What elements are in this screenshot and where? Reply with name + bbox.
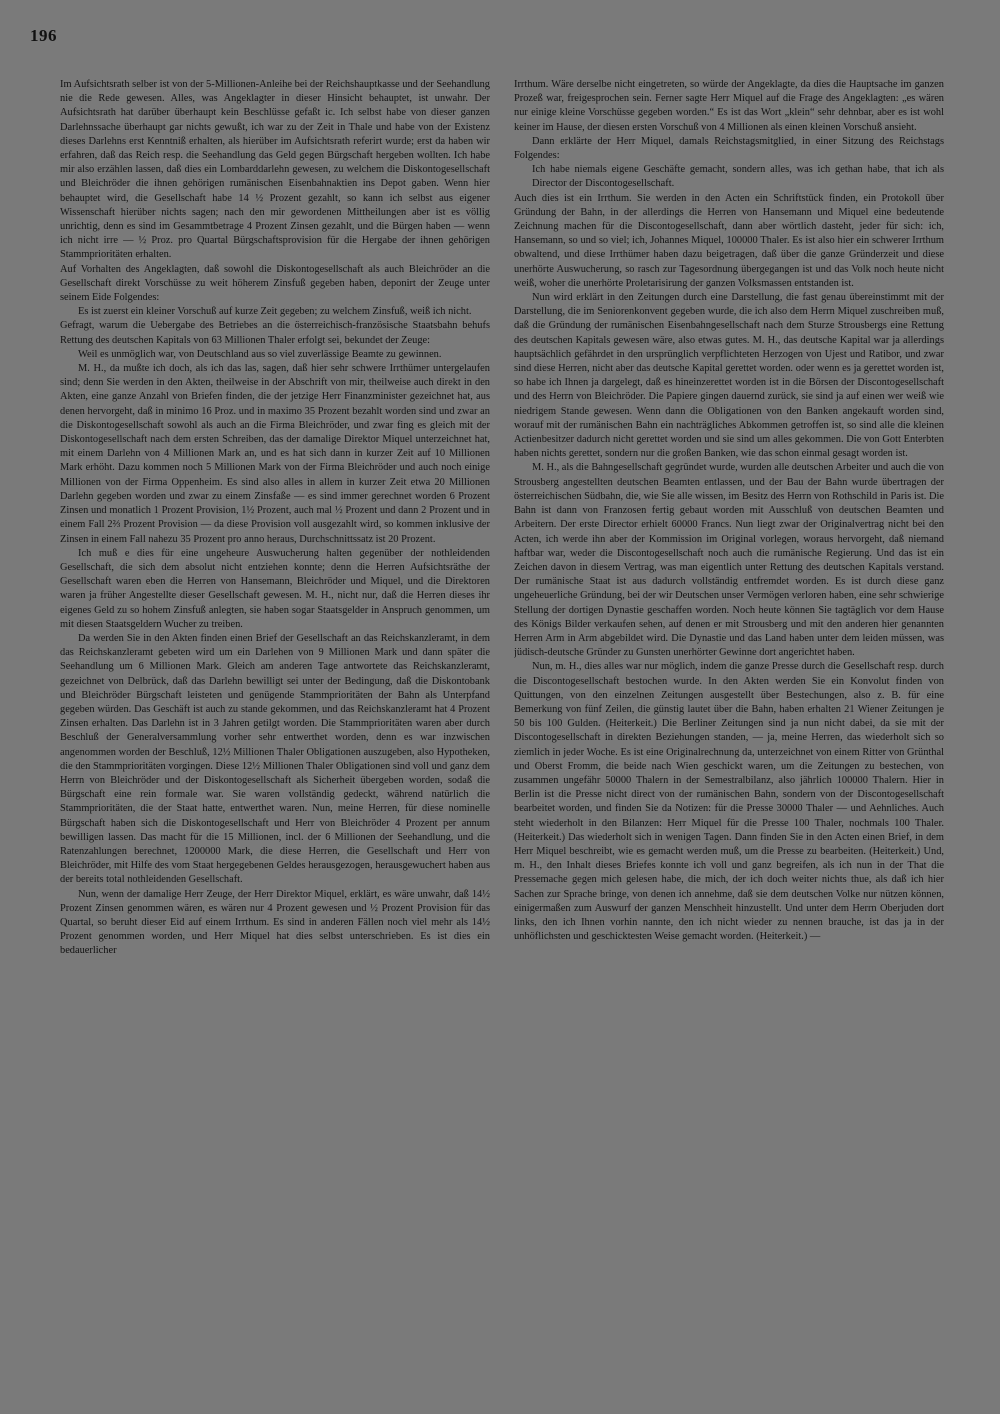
paragraph: Gefragt, warum die Uebergabe des Betriebes an die österreichisch-französische Staatsbahn behufs Rettung des deutschen Kapitals von 63 Millionen Thaler erfolgt sei, bekundet der Zeuge:: [60, 320, 490, 346]
page-number: 196: [30, 26, 57, 45]
quoted-statement: Ich habe niemals eigene Geschäfte gemacht, sondern alles, was ich gethan habe, that ich als Director der Discontogesellschaft.: [532, 164, 944, 190]
paragraph: Dann erklärte der Herr Miquel, damals Reichstagsmitglied, in einer Sitzung des Reichstags Folgendes:: [514, 135, 944, 162]
paragraph: Auf Vorhalten des Angeklagten, daß sowohl die Diskontogesellschaft als auch Bleichröder an die Gesellschaft direkt Vorschüsse zu weit höherem Zinsfuß gegeben haben, deponirt der Zeuge unter seinem Eide Folgendes:: [60, 263, 490, 304]
paragraph: Irrthum. Wäre derselbe nicht eingetreten, so würde der Angeklagte, da dies die Hauptsache im ganzen Prozeß war, freigesprochen sein. Ferner sagte Herr Miquel auf die Frage des Angeklagten: „es wären nur einige kleine Vorschüsse gegeben worden.“ Es ist das Wort „klein“ sehr dehnbar, aber es ist wohl keiner im Hause, der diesen ersten Vorschuß von 4 Millionen als einen kleinen Vorschuß ansieht.: [514, 79, 944, 133]
quoted-testimony: Weil es unmöglich war, von Deutschland aus so viel zuverlässige Beamte zu gewinnen.: [78, 348, 442, 360]
paragraph: Im Aufsichtsrath selber ist von der 5-Millionen-Anleihe bei der Reichshauptkasse und der Seehandlung nie die Rede gewesen. Alles, was Angeklagter in dieser Hinsicht behauptet, ist unwahr. Der Aufsichtsrath hat darüber überhaupt kein Beschlüsse gefaßt ic. Ich selbst habe von dieser ganzen Darlehnssache überhaupt gar nichts gewußt, ich war zu der Zeit in Thale und habe von der Existenz dieses Darlehns erst Kenntniß erhalten, als hierüber im Aufsichtsrath referirt wurde; erst da haben wir erfahren, daß das Reich resp. die Seehandlung das Geld gegen Bürgschaft hergeben wollten. Ich habe mir also erzählen lassen, daß dies ein Lombarddarlehn gewesen, zu welchem die Diskontogesellschaft und Bleichröder die ihnen gehörigen rumänischen Eisenbahnaktien ins Depot gaben. Wenn hier behauptet wird, die Gesellschaft habe 14 ½ Prozent gezahlt, so kann ich selbst aus eigener Wissenschaft hierüber nichts sagen; nach den mir gewordenen Mittheilungen aber ist es völlig unrichtig, denn es sind im Gesammtbetrage 4 Prozent Zinsen gezahlt, und die Bürgen haben — wenn ich nicht irre — ½ Proz. pro Quartal Bürgschaftsprovision für die Hergabe der ihnen gehörigen Stammprioritäten erhalten.: [60, 79, 490, 261]
paragraph: Da werden Sie in den Akten finden einen Brief der Gesellschaft an das Reichskanzleramt, in dem das Reichskanzleramt gebeten wird um ein Darlehen von 9 Millionen Mark und dann später die Seehandlung um 6 Millionen Mark. Gleich am anderen Tage antwortete das Reichskanzleramt, gezeichnet von Delbrück, daß das Darlehn bewilligt sei unter der Bedingung, daß die Diskontobank und Bleichröder Bürgschaft leisteten und genügende Stammprioritäten der Bahn als Unterpfand gegeben würden. Das Geschäft ist auch zu stande gekommen, und das Reichskanzleramt hat 4 Prozent Zinsen erhalten. Das Darlehn ist in 3 Jahren getilgt worden. Die Stammprioritäten waren aber durch Beschluß der Generalversammlung vorher sehr entwerthet worden, denn es war inzwischen angenommen worden der Beschluß, 12½ Millionen Thaler Obligationen auszugeben, also Hypotheken, die den Stammprioritäten vorgingen. Diese 12½ Millionen Thaler Obligationen sind voll und ganz dem Herrn von Bleichröder und der Diskontogesellschaft als Sicherheit übergeben worden, sodaß die Bürgschaft eine rein formale war. Sie waren vollständig gedeckt, während natürlich die Stammprioritäten, die der Staat hatte, entwerthet waren. Nun, meine Herren, für diese nominelle Bürgschaft haben sich die Diskontogesellschaft und Herr von Bleichröder 4 Prozent per annum bewilligen lassen. Das macht für die 15 Millionen, incl. der 6 Millionen der Seehandlung, und die Ratenzahlungen berechnet, 1200000 Mark, die diese Herren, die Gesellschaft und Herr von Bleichröder, mit Hilfe des vom Staat hergegebenen Geldes herausgezogen, herausgewuchert haben aus der bereits total nothleidenden Gesellschaft.: [60, 632, 490, 886]
paragraph: M. H., als die Bahngesellschaft gegründet wurde, wurden alle deutschen Arbeiter und auch die von Strousberg angestellten deutschen Beamten entlassen, und der Bau der Bahn wurde übertragen der österreichischen Südbahn, die, wie Sie alle wissen, im Besitz des Herrn von Rothschild in Paris ist. Die Bahn ist dann von Franzosen fertig gebaut worden mit Ausschluß von deutschen Beamten und Arbeitern. Der erste Director erhielt 60000 Francs. Nun liegt zwar der Originalvertrag nicht bei den Acten, ich werde ihn aber der Kommission im Original vorlegen, woraus hervorgeht, daß niemand haftbar war, weder die Discontogesellschaft noch auch die rumänische Regierung. Und das ist ein Zeichen davon in diesem Vertrag, was man eigentlich unter Rettung des deutschen Kapitals verstand. Der rumänische Staat ist aus dadurch vollständig entfremdet worden. Es ist durch diese ganz ungeheuerliche Gründung, bei der wir Deutschen unser Vermögen verloren haben, eine sehr schwierige Stellung der dortigen Dynastie geschaffen worden. Noch heute können Sie tagtäglich vor dem Hause des Königs Bilder verkaufen sehen, auf denen er mit Strousberg und mit den anderen hier genannten Herren Arm in Arm abgebildet wird. Die Dynastie und das Land haben unter dem leiden müssen, was jüdisch-deutsche Gründer zu Gunsten unerhörter Gewinne dort angerichtet haben.: [514, 462, 944, 659]
paragraph: Nun wird erklärt in den Zeitungen durch eine Darstellung, die fast genau übereinstimmt mit der Darstellung, die im Seniorenkonvent gegeben wurde, die ich also dem Herrn Miquel zuschreiben muß, daß die Gründung der rumänischen Eisenbahngesellschaft nach dem Sturze Strousbergs eine Rettung des deutschen Kapitals gewesen wäre, also etwas gutes. M. H., das deutsche Kapital war ja allerdings hauptsächlich gefährdet in den ursprünglich verpflichteten Herzogen von Ujest und Ratibor, und zwar sind diese Herren, nicht aber das deutsche Kapital gerettet worden. oder wenn es ja gerettet worden ist, so habe ich Ihnen ja dargelegt, daß es hineinzerettet worden ist in die Börsen der Discontogesellschaft und des Herrn von Bleichröder. Die Papiere gingen dauernd zurück, sie sind ja auf einen wer weiß wie niedrigem Stande gewesen. Wenn dann die Obligationen von den Banken angekauft worden sind, worauf mit der rumänischen Bahn ein nachträgliches Abkommen getroffen ist, so sind alle die kleinen Actienbesitzer dadurch nicht gerettet worden und sie sind um alles gekommen. Die von Gott Enterbten haben nichts gerettet, sondern nur die großen Banken, wie das schon einmal gesagt worden ist.: [514, 292, 944, 460]
paragraph: Auch dies ist ein Irrthum. Sie werden in den Acten ein Schriftstück finden, ein Protokoll über Gründung der Bahn, in der allerdings die Herren von Hansemann und Miquel eine bedeutende Zeichnung machen für die Discontogesellschaft, dann aber wörtlich dasteht, jeder für sich: ich, Hansemann, so und so viel; ich, Johannes Miquel, 100000 Thaler. Es ist also hier ein schwerer Irrthum obwaltend, und diese Irrthümer haben dazu beigetragen, daß über die ganze Gründerzeit und diese unerhörte Auswucherung, so rasch zur Tagesordnung übergegangen ist und das Volk noch heute nicht weiß, woher die unerhörte Proletarisirung der ganzen Volksmassen entstanden ist.: [514, 192, 944, 289]
left-column: [60, 78, 490, 1378]
paragraph: Ich muß e dies für eine ungeheure Auswucherung halten gegenüber der nothleidenden Gesellschaft, die sich dem absolut nicht entziehen konnte; denn die Herren Aufsichtsräthe der Gesellschaft waren eben die Herren von Hansemann, Bleichröder und Miquel, und die Direktoren waren ja früher Angestellte dieser Gesellschaft gewesen. M. H., nicht nur, daß die Herren dieses ihr eigenes Geld zu so hohem Zinsfuß anlegten, sie haben sogar Staatsgelder in Anspruch genommen, um mit diesen Staatsgeldern Wucher zu treiben.: [60, 547, 490, 630]
paragraph: M. H., da mußte ich doch, als ich das las, sagen, daß hier sehr schwere Irrthümer untergelaufen sind; denn Sie werden in den Akten, theilweise in der Abschrift von mir, theilweise auch direkt in den Akten, eine ganze Anzahl von Briefen finden, die der jetzige Herr Finanzminister gezeichnet hat, aus denen hervorgeht, daß in minimo 16 Proz. und in maximo 35 Prozent bezahlt worden sind und zwar an die Diskontogesellschaft sowohl als auch an die Firma Bleichröder, und zwar fing es gleich mit der Diskontogesellschaft nach dem ersten Schreiben, das der damalige Direktor Miquel unterzeichnet hat, mit einem Darlehn von 4 Millionen Mark an, und es hat sich dann in kurzer Zeit auf 10 Millionen Mark erhöht. Dazu kommen noch 5 Millionen Mark von der Firma Bleichröder und auch noch einige Millionen von der Firma Oppenheim. Es sind also alles in allem in kurzer Zeit etwa 20 Millionen Darlehn gegeben worden und zwar zu einem Zinsfaße — es sind immer gerechnet worden 6 Prozent Zinsen und monatlich 1 Prozent Provision, 1½ Prozent, auch mal ½ Prozent und dann 2 Prozent und in einem Fall 2⅔ Prozent Provision — da diese Provision voll ausgezahlt wird, so kommen inklusive der Zinsen in einem Fall nahezu 35 Prozent pro anno heraus, Durchschnittssatz ist 20 Prozent.: [60, 363, 490, 545]
paragraph: Nun, m. H., dies alles war nur möglich, indem die ganze Presse durch die Gesellschaft resp. durch die Discontogesellschaft bestochen wurde. In den Akten werden Sie ein Konvolut finden von Quittungen, von den einzelnen Zeitungen ausgestellt über Bestechungen, also z. B. für eine Bemerkung von fünf Zeilen, die günstig lautet über die Bahn, haben erhalten 21 Wiener Zeitungen je 50 bis 100 Gulden. (Heiterkeit.) Die Berliner Zeitungen sind ja nun nicht dabei, da sie mit der Discontogesellschaft in direkten Beziehungen standen, — ja, meine Herren, das wiederholt sich so ziemlich in jeder Woche. Es ist eine Originalrechnung da, unterzeichnet von einem Ritter von Grünthal und Oberst Fromm, die beide nach Wien geschickt waren, um die Zeitungen zu bestechen, von zusammen ungefähr 50000 Thalern in der Semestralbilanz, also jährlich 100000 Thalern. Hier in Berlin ist die Presse nicht direct von der rumänischen Bahn, sondern von der Discontogesellschaft bearbeitet worden, und finden Sie da Notizen: für die Presse 30000 Thaler — und Aehnliches. Auch steht wiederholt in den Bilanzen: Herr Miquel für die Presse 100 Thaler, nochmals 100 Thaler. (Heiterkeit.) Das wiederholt sich in wenigen Tagen. Dann finden Sie in den Acten einen Brief, in dem Herr Miquel beschreibt, wie es gemacht werden muß, um die Presse zu bearbeiten. (Heiterkeit.) Und, m. H., den Inhalt dieses Briefes konnte ich voll und ganz begreifen, als ich nun in der That die Pressemache gegen mich gelesen habe, die mich, der ich doch weiter nichts thue, als daß ich hier Sachen zur Sprache bringe, von denen ich annehme, daß sie dem deutschen Volke nur nützen können, einigermaßen zum Auswurf der ganzen Menschheit hinzustellt. Und unter dem Herrn Oberjuden dort links, den ich Ihnen vorhin nannte, den ich nicht wieder zu nennen brauche, ist das ja in der unhöflichsten und geschicktesten Weise gemacht worden. (Heiterkeit.) —: [514, 661, 944, 943]
quoted-testimony: Es ist zuerst ein kleiner Vorschuß auf kurze Zeit gegeben; zu welchem Zinsfuß, weiß ich nicht.: [78, 306, 472, 318]
paragraph: Nun, wenn der damalige Herr Zeuge, der Herr Direktor Miquel, erklärt, es wäre unwahr, daß 14½ Prozent Zinsen genommen wären, es wären nur 4 Prozent gewesen und ½ Prozent Provision für das Quartal, so beruht dieser Eid auf einem Irrthum. Es sind in anderen Fällen noch viel mehr als 14½ Prozent genommen worden, und Herr Miquel hat dies selbst unterschrieben. Es ist dies ein bedauerlicher: [60, 888, 490, 957]
right-column: [514, 78, 944, 1378]
